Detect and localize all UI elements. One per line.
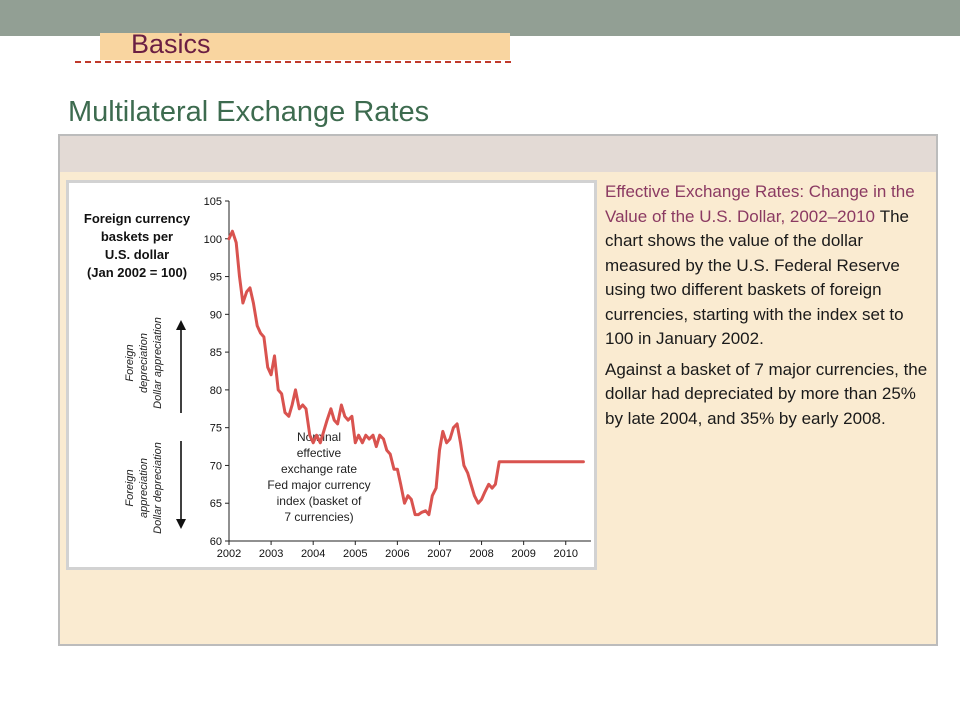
side-label-lines bbox=[124, 442, 164, 534]
caption-paragraph-2: Against a basket of 7 major currencies, the dollar had depreciated by more than 25% by late 2004, and 35% by early 2008. bbox=[605, 359, 928, 428]
caption-title: Effective Exchange Rates: Change in the Value of the U.S. Dollar, 2002–2010 bbox=[605, 182, 915, 226]
side-label-line: appreciation bbox=[138, 458, 150, 518]
annotation-line: 7 currencies) bbox=[284, 510, 354, 524]
caption-block bbox=[605, 180, 935, 431]
side-label-line: Foreign bbox=[124, 344, 136, 382]
caption-body: The chart shows the value of the dollar measured by the U.S. Federal Reserve using two different baskets of foreign currencies, starting with the index set to 100 in January 2002. bbox=[605, 206, 910, 348]
annotation-line: exchange rate bbox=[280, 462, 358, 476]
y-tick-label: 65 bbox=[209, 498, 222, 511]
x-tick-label: 2003 bbox=[258, 548, 284, 560]
side-label-line: Dollar depreciation bbox=[152, 442, 164, 534]
side-label-lines bbox=[124, 317, 164, 409]
side-label-line: Dollar appreciation bbox=[152, 317, 164, 409]
x-tick-labels bbox=[217, 541, 578, 560]
x-tick-label: 2004 bbox=[300, 548, 326, 560]
y-tick-label: 95 bbox=[209, 271, 222, 284]
dashed-divider bbox=[75, 61, 511, 63]
y-tick-label: 90 bbox=[209, 309, 222, 322]
x-tick-label: 2002 bbox=[216, 548, 242, 560]
annotation-line: index (basket of bbox=[276, 494, 362, 508]
y-tick-label: 105 bbox=[203, 196, 222, 208]
exchange-rate-chart bbox=[69, 183, 594, 567]
y-tick-label: 85 bbox=[209, 347, 222, 360]
side-label-line: depreciation bbox=[138, 333, 150, 393]
appreciation-side-label bbox=[124, 317, 164, 409]
x-tick-label: 2007 bbox=[427, 548, 452, 560]
y-tick-label: 75 bbox=[209, 422, 222, 435]
side-label-line: Foreign bbox=[124, 469, 136, 507]
slide-title: Multilateral Exchange Rates bbox=[68, 96, 430, 128]
x-tick-label: 2008 bbox=[469, 548, 494, 560]
depreciation-side-label bbox=[124, 442, 164, 534]
figure-panel bbox=[66, 180, 597, 570]
y-tick-label: 60 bbox=[209, 536, 222, 548]
annotation-line: Nominal bbox=[296, 430, 342, 444]
x-tick-label: 2006 bbox=[385, 548, 410, 560]
ylabel-line: baskets per bbox=[100, 229, 174, 244]
annotation-line: effective bbox=[296, 446, 342, 460]
ylabel-line: Foreign currency bbox=[83, 211, 191, 226]
x-tick-label: 2010 bbox=[553, 548, 578, 560]
down-arrowhead bbox=[176, 519, 186, 529]
ylabel-line: (Jan 2002 = 100) bbox=[86, 265, 188, 280]
x-tick-label: 2009 bbox=[511, 548, 536, 560]
direction-arrows bbox=[176, 320, 186, 529]
y-tick-labels bbox=[204, 196, 229, 548]
content-band bbox=[60, 136, 936, 172]
annotation-line: Fed major currency bbox=[267, 478, 371, 492]
y-tick-label: 80 bbox=[209, 384, 222, 397]
up-arrowhead bbox=[176, 320, 186, 330]
chart-ylabel bbox=[84, 211, 191, 280]
x-tick-label: 2005 bbox=[343, 548, 368, 560]
ylabel-line: U.S. dollar bbox=[104, 247, 170, 262]
y-tick-label: 100 bbox=[203, 233, 222, 246]
section-label: Basics bbox=[131, 29, 211, 59]
caption-paragraph-1 bbox=[605, 180, 935, 352]
y-tick-label: 70 bbox=[209, 460, 222, 473]
